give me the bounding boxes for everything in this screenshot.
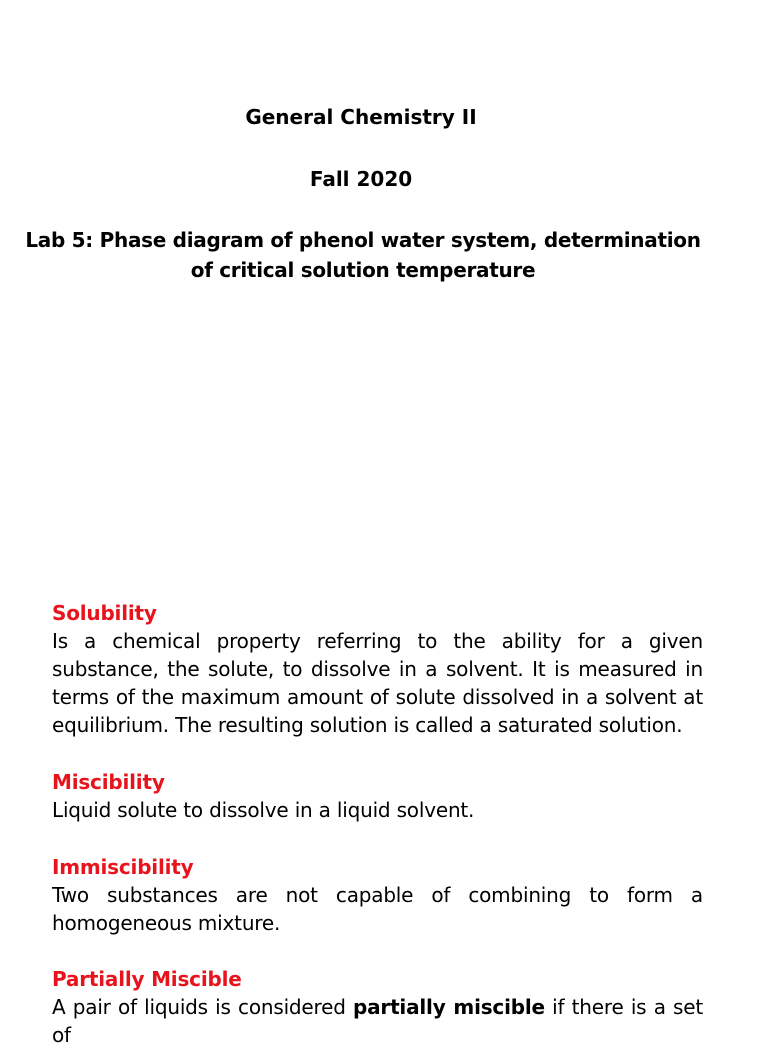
miscibility-heading: Miscibility (52, 770, 165, 794)
solubility-section (52, 599, 703, 739)
partially-miscible-term: partially miscible (353, 995, 545, 1019)
partially-miscible-section (52, 965, 703, 1049)
immiscibility-heading: Immiscibility (52, 855, 194, 879)
immiscibility-definition: Two substances are not capable of combining to form a homogeneous mixture. (52, 883, 703, 935)
definition-text-end: if there is a set of (52, 995, 703, 1047)
miscibility-section (52, 768, 703, 824)
definition-text-start: A pair of liquids is considered (52, 995, 353, 1019)
partially-miscible-definition (52, 993, 703, 1049)
term-title: Fall 2020 (309, 167, 413, 191)
partially-miscible-heading: Partially Miscible (52, 967, 242, 991)
immiscibility-section (52, 853, 703, 937)
miscibility-definition: Liquid solute to dissolve in a liquid solvent. (52, 798, 475, 822)
course-title: General Chemistry II (245, 105, 477, 129)
solubility-definition: Is a chemical property referring to the ability for a given substance, the solute, to dissolve in a solvent. It is measured in terms of the maximum amount of solute dissolved in a solvent at equilibrium. The resulting solution is called a saturated solution. (52, 629, 703, 737)
solubility-heading: Solubility (52, 601, 157, 625)
lab-title: Lab 5: Phase diagram of phenol water system, determination of critical solution temperature (25, 228, 701, 282)
